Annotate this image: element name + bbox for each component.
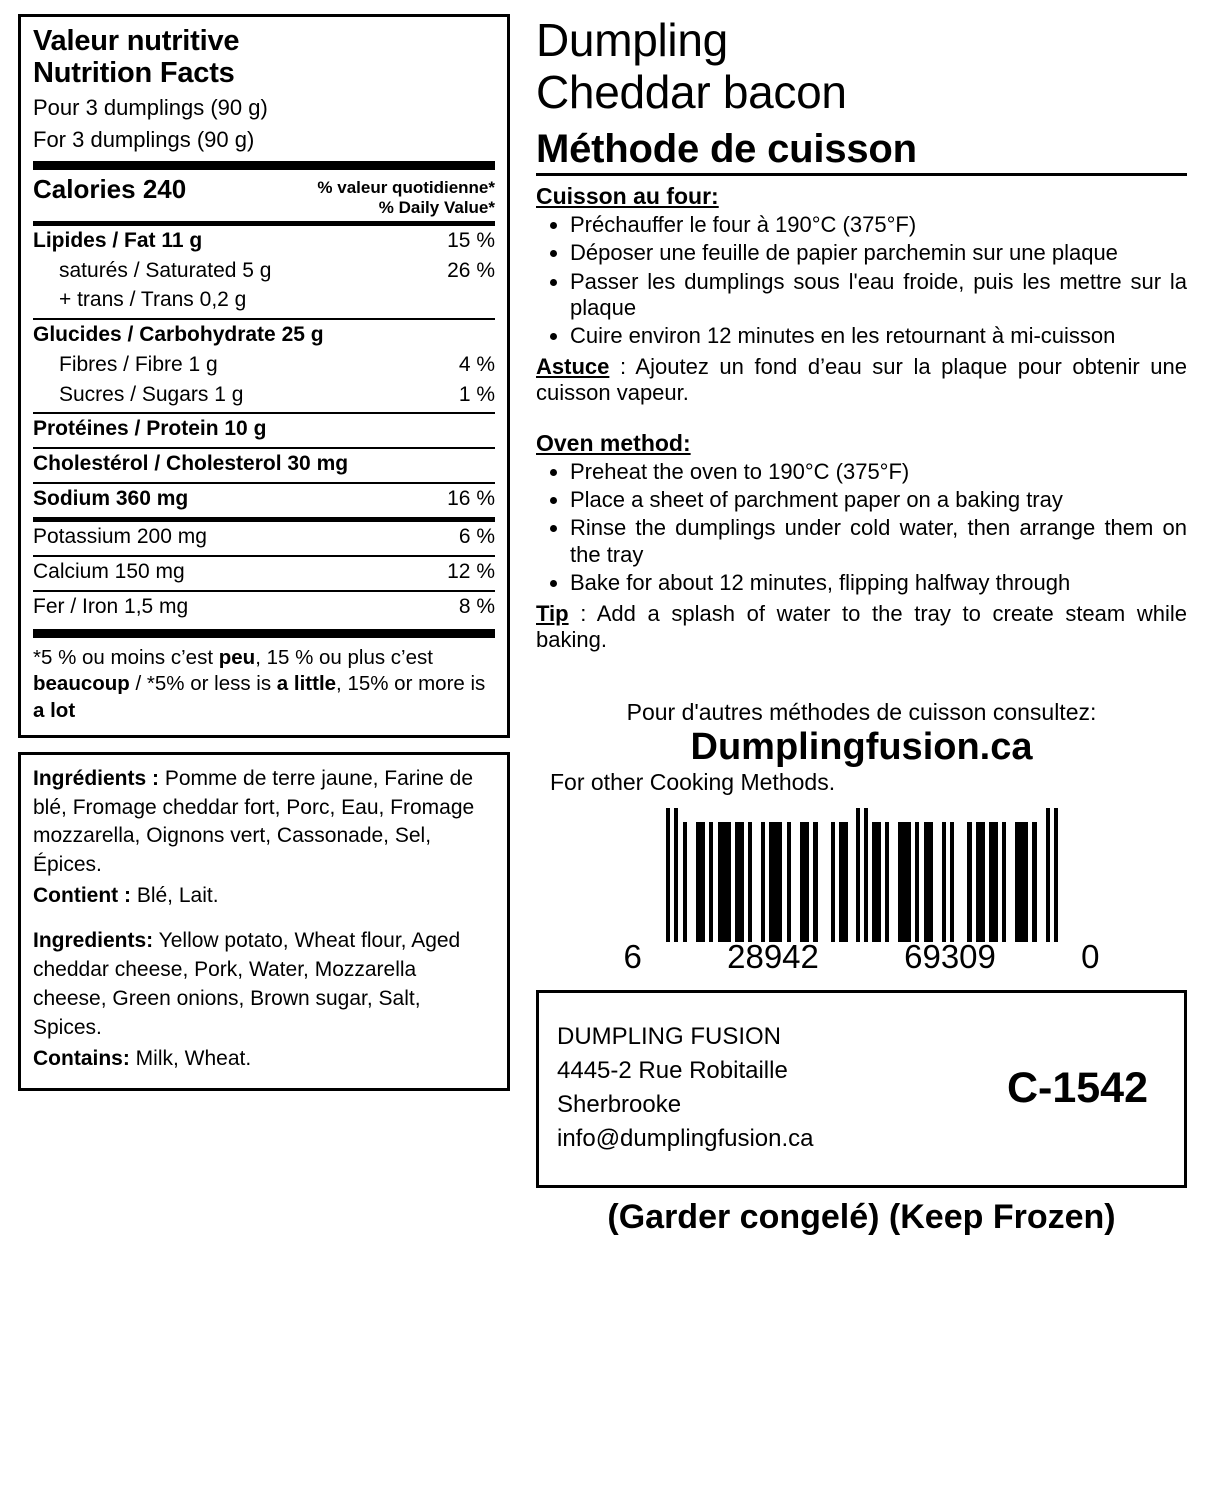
- divider-thick-top: [33, 161, 495, 170]
- right-column: [536, 14, 1187, 1486]
- footnote-fr-c: , 15 % ou plus c’est: [255, 645, 433, 669]
- nutrient-name: saturés / Saturated 5 g: [59, 258, 272, 282]
- table-row: [33, 522, 495, 552]
- website-promo: [536, 699, 1187, 796]
- table-row: [33, 414, 495, 444]
- calories-row: [33, 174, 495, 217]
- divider-thick-bottom: [33, 629, 495, 638]
- cooking-method-heading: Méthode de cuisson: [536, 127, 1187, 176]
- nutrient-name: Protéines / Protein 10 g: [33, 417, 267, 441]
- nutrient-percent: 26 %: [447, 258, 495, 282]
- list-item: • Passer les dumplings sous l'eau froide, puis les mettre sur la plaque: [570, 269, 1187, 322]
- tip-en: [536, 601, 1187, 654]
- list-item: • Place a sheet of parchment paper on a baking tray: [570, 487, 1187, 513]
- contains-fr-text: Blé, Lait.: [130, 884, 219, 908]
- tip-en-text: : Add a splash of water to the tray to create steam while baking.: [536, 600, 1187, 652]
- nutrient-name: Lipides / Fat 11 g: [33, 229, 203, 252]
- list-item: • Cuire environ 12 minutes en les retournant à mi-cuisson: [570, 323, 1187, 349]
- ingredients-fr-text: Pomme de terre jaune, Farine de blé, Fromage cheddar fort, Porc, Eau, Fromage mozzarella, Oignons vert, Cassonade, Sel, Épices.: [33, 766, 475, 877]
- list-item: • Déposer une feuille de papier parchemin sur une plaque: [570, 240, 1187, 266]
- barcode: [536, 822, 1187, 976]
- barcode-digits: [622, 938, 1102, 976]
- method-spacer: [536, 407, 1187, 423]
- nutrient-name: Glucides / Carbohydrate 25 g: [33, 323, 324, 347]
- footnote-fr-beaucoup: beaucoup: [33, 672, 130, 696]
- contains-fr-label: Contient :: [33, 884, 131, 908]
- oven-method-fr-subhead: Cuisson au four:: [536, 182, 719, 209]
- table-row: [33, 557, 495, 587]
- nutrient-percent: 12 %: [447, 560, 495, 584]
- barcode-group-2: 69309: [904, 938, 996, 976]
- nutrient-name: Sucres / Sugars 1 g: [59, 382, 244, 406]
- daily-value-footnote: [33, 645, 495, 725]
- list-item: • Préchauffer le four à 190°C (375°F): [570, 212, 1187, 238]
- daily-value-header: [317, 174, 495, 217]
- table-row: [33, 449, 495, 479]
- promo-line-en: For other Cooking Methods.: [550, 769, 836, 796]
- table-row: [33, 320, 495, 350]
- oven-method-en-steps: [536, 459, 1187, 597]
- ingredients-en-text: Yellow potato, Wheat flour, Aged cheddar cheese, Pork, Water, Mozzarella cheese, Green onions, Brown sugar, Salt, Spices.: [33, 929, 461, 1040]
- footnote-en-a: / *5% or less is: [129, 672, 277, 696]
- nutrient-name: Fibres / Fibre 1 g: [59, 352, 218, 376]
- company-name: DUMPLING FUSION: [557, 1022, 782, 1050]
- ingredients-en: [33, 927, 495, 1043]
- ingredients-spacer: [33, 913, 495, 927]
- nutrient-percent: 8 %: [458, 594, 495, 618]
- ingredients-en-label: Ingredients:: [33, 929, 154, 953]
- nutrient-percent: 6 %: [458, 525, 495, 549]
- keep-frozen-note: (Garder congelé) (Keep Frozen): [607, 1198, 1116, 1237]
- tip-en-label: Tip: [536, 600, 569, 626]
- list-item: • Rinse the dumplings under cold water, then arrange them on the tray: [570, 515, 1187, 568]
- product-name-line2: Cheddar bacon: [536, 66, 847, 119]
- tip-fr: [536, 354, 1187, 407]
- address-box: [536, 990, 1187, 1188]
- nutrient-name: Cholestérol / Cholesterol 30 mg: [33, 452, 349, 476]
- street-address: 4445-2 Rue Robitaille: [557, 1057, 788, 1085]
- barcode-bars: [666, 822, 1058, 942]
- table-row: [33, 592, 495, 622]
- product-name-line1: Dumpling: [536, 14, 728, 66]
- table-row: [33, 350, 495, 380]
- footnote-fr-a: *5 % ou moins c’est: [33, 645, 219, 669]
- ingredients-fr-label: Ingrédients :: [33, 766, 160, 790]
- table-row: [33, 380, 495, 410]
- tip-fr-text: : Ajoutez un fond d’eau sur la plaque pour obtenir une cuisson vapeur.: [536, 353, 1187, 406]
- list-item: • Preheat the oven to 190°C (375°F): [570, 459, 1187, 485]
- barcode-digit-left: 6: [623, 938, 642, 976]
- oven-method-en-subhead: Oven method:: [536, 429, 691, 456]
- daily-value-en: % Daily Value*: [378, 197, 495, 217]
- contains-en: [33, 1045, 495, 1074]
- footnote-fr-peu: peu: [218, 645, 256, 669]
- contains-fr: [33, 882, 495, 911]
- city: Sherbrooke: [557, 1091, 682, 1119]
- daily-value-fr: % valeur quotidienne*: [317, 178, 495, 198]
- left-column: [18, 14, 510, 1486]
- nutrient-percent: 4 %: [458, 352, 495, 376]
- nutrient-name: Sodium 360 mg: [33, 486, 189, 510]
- footnote-en-little: a little: [276, 672, 337, 696]
- product-code: C-1542: [1006, 1063, 1148, 1112]
- table-row: [33, 484, 495, 514]
- nutrient-name: Fer / Iron 1,5 mg: [33, 594, 189, 618]
- website-link[interactable]: Dumplingfusion.ca: [690, 726, 1033, 769]
- tip-fr-label: Astuce: [536, 353, 610, 379]
- address-lines: [557, 1020, 814, 1156]
- barcode-group-1: 28942: [727, 938, 819, 976]
- calories-label: Calories 240: [33, 174, 187, 205]
- table-row: [33, 226, 495, 256]
- nutrient-name: Calcium 150 mg: [33, 560, 185, 584]
- serving-size-fr: Pour 3 dumplings (90 g): [33, 94, 268, 120]
- ingredients-fr: [33, 765, 495, 881]
- footnote-en-lot: a lot: [33, 698, 76, 722]
- table-row: [33, 285, 495, 315]
- nutrient-percent: 1 %: [458, 382, 495, 406]
- nutrient-percent: 16 %: [447, 486, 495, 510]
- ingredients-panel: [18, 752, 510, 1092]
- list-item: • Bake for about 12 minutes, flipping halfway through: [570, 570, 1187, 596]
- barcode-digit-right: 0: [1081, 938, 1100, 976]
- serving-size-en: For 3 dumplings (90 g): [33, 127, 255, 153]
- nutrient-name: + trans / Trans 0,2 g: [59, 288, 247, 312]
- table-row: [33, 256, 495, 286]
- oven-method-fr-steps: [536, 212, 1187, 350]
- nutrition-title-en: Nutrition Facts: [33, 57, 235, 90]
- footnote-en-c: , 15% or more is: [336, 672, 486, 696]
- email-address: info@dumplingfusion.ca: [557, 1125, 814, 1153]
- contains-en-text: Milk, Wheat.: [129, 1047, 252, 1071]
- nutrition-title-fr: Valeur nutritive: [33, 25, 240, 57]
- nutrient-name: Potassium 200 mg: [33, 525, 207, 549]
- nutrition-facts-panel: [18, 14, 510, 738]
- nutrient-percent: 15 %: [447, 229, 495, 252]
- label-columns: [18, 14, 1187, 1486]
- promo-line-fr: Pour d'autres méthodes de cuisson consultez:: [626, 699, 1097, 726]
- contains-en-label: Contains:: [33, 1047, 130, 1071]
